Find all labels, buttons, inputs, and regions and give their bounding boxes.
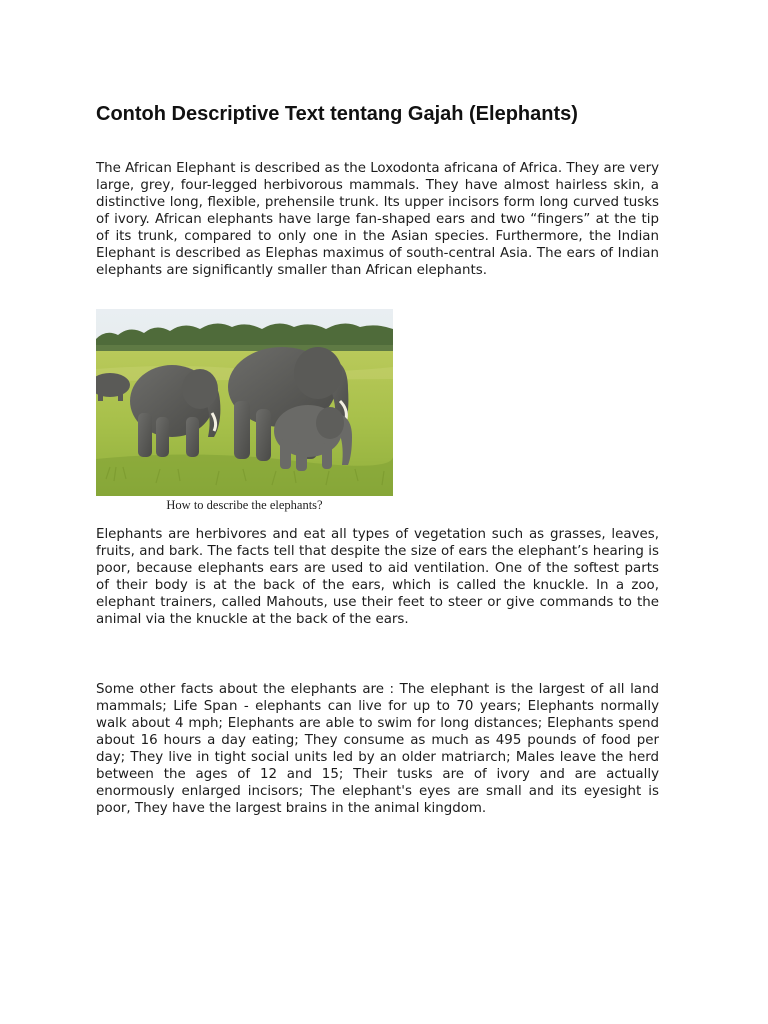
figure-caption: How to describe the elephants? <box>166 498 323 512</box>
paragraph-facts: Some other facts about the elephants are : The elephant is the largest of all land mammals; Life Span - elephants can live for up to 70 years; Elephants normally walk about 4 mph; Elephants are able to swim for long distances; Elephants spend about 16 hours a day eating; They consume as much as 495 pounds of food per day; They live in tight social units led by an older matriarch; Males leave the herd between the ages of 12 and 15; Their tusks are of ivory and are actually enormously enlarged incisors; The elephant's eyes are small and its eyesight is poor, They have the largest brains in the animal kingdom. <box>96 682 659 816</box>
paragraph-intro: The African Elephant is described as the Loxodonta africana of Africa. They are very large, grey, four-legged herbivorous mammals. They have almost hairless skin, a distinctive long, flexible, prehensile trunk. Its upper incisors form long curved tusks of ivory. African elephants have large fan-shaped ears and two “fingers” at the tip of its trunk, compared to only one in the Asian species. Furthermore, the Indian Elephant is described as Elephas maximus of south-central Asia. The ears of Indian elephants are significantly smaller than African elephants. <box>96 161 659 278</box>
paragraph-diet: Elephants are herbivores and eat all types of vegetation such as grasses, leaves, fruits, and bark. The facts tell that despite the size of ears the elephant’s hearing is poor, because elephants ears are used to aid ventilation. One of the softest parts of their body is at the back of the ears, which is called the knuckle. In a zoo, elephant trainers, called Mahouts, use their feet to steer or give commands to the animal via the knuckle at the back of the ears. <box>96 527 659 627</box>
elephants-photo <box>96 309 393 496</box>
page-title: Contoh Descriptive Text tentang Gajah (Elephants) <box>96 103 578 125</box>
